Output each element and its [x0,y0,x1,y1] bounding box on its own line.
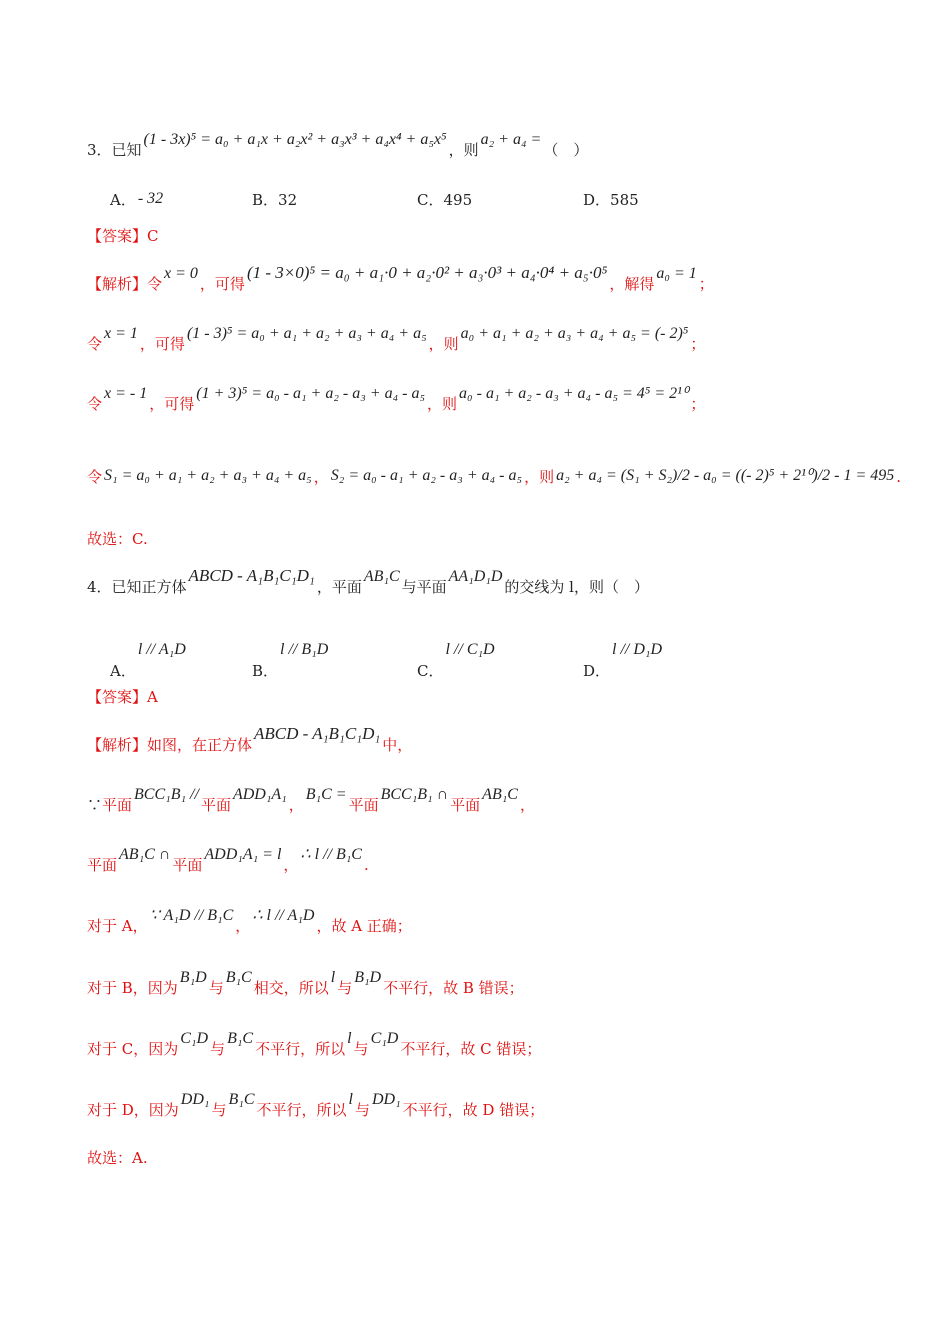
math-expression: l // C₁D [445,641,495,658]
text: 平面 [102,796,133,814]
text: 平面 [450,796,481,814]
option-label: A． [110,662,136,680]
text: ，则 [427,395,458,413]
text: 【解析】令 [87,275,163,293]
math-expression: l [330,969,336,986]
option [417,190,472,210]
text-line [87,724,413,755]
text: ； [690,395,706,413]
math-expression: a₀ - a₁ + a₂ - a₃ + a₄ - a₅ = 4⁵ = 2¹⁰ [459,385,689,402]
text: 平面 [200,796,231,814]
text: 中， [382,736,413,754]
text: . [896,468,902,486]
text: ，则 [428,335,459,353]
text: 与 [208,979,224,997]
math-expression: AA₁D₁D [448,568,503,585]
text: 与 [354,1101,370,1119]
text: ， [288,796,304,814]
math-expression: l [347,1030,352,1047]
option-label: A． [110,191,136,209]
option-label: D． [583,662,611,680]
math-expression: S₂ = a₀ - a₁ + a₂ - a₃ + a₄ - a₅ [330,467,523,484]
math-expression: B₁D [354,969,382,986]
text: 平面 [87,856,118,874]
text: 【答案】A [87,688,158,706]
text: 令 [87,468,103,486]
math-expression: l // B₁D [280,641,329,658]
text: 相交，所以 [253,979,329,997]
math-expression: - 32 [137,190,164,207]
text: 与平面 [401,578,447,596]
option [417,641,497,682]
math-expression: a₀ + a₁ + a₂ + a₃ + a₄ + a₅ = (- 2)⁵ [460,325,689,342]
text: ，可得 [199,275,245,293]
math-expression: ADD₁A₁ = l [204,846,282,863]
text: 对于 D，因为 [87,1101,179,1119]
text-line [87,385,706,415]
text: 不平行，故 B 错误； [383,979,524,997]
text: 的交线为 l，则（ ） [504,578,649,596]
math-expression: l [348,1091,353,1108]
option-label: B．32 [252,191,298,209]
text: ∵ [87,796,103,814]
option-label: C．495 [417,191,473,209]
option-label: C． [417,662,444,680]
text: 平面 [172,856,203,874]
math-expression: B₁C = [305,786,347,803]
option [583,641,664,682]
math-expression: C₁D [370,1030,399,1047]
text: ，则 [448,141,479,159]
text: ，平面 [316,578,362,596]
math-expression: C₁D [180,1030,209,1047]
text-line [87,687,158,707]
text-line [87,131,589,161]
math-expression: ∵ A₁D // B₁C [149,907,234,924]
math-expression: l // D₁D [612,641,663,658]
option [252,190,297,210]
text-line [87,325,706,355]
text: 不平行，故 D 错误； [402,1101,545,1119]
text: 与 [353,1040,369,1058]
math-expression: ADD₁A₁ [232,786,287,803]
option [110,190,165,211]
math-expression: B₁C [225,969,252,986]
text-line [87,566,649,598]
math-expression: B₁D [179,969,207,986]
text-line [87,846,369,876]
text: 与 [211,1101,227,1119]
text: ，解得 [609,275,655,293]
text-line [87,467,901,488]
text: 与 [210,1040,226,1058]
text: 对于 B，因为 [87,979,178,997]
math-expression: a₂ + a₄ = (S₁ + S₂)/2 - a₀ = ((- 2)⁵ + 2¹⁰)/2 - 1 = 495 [556,467,895,484]
text: 不平行，所以 [255,1040,346,1058]
text: 4．已知正方体 [87,578,187,596]
math-expression: ∴ l // A₁D [252,907,315,924]
math-expression: BCC₁B₁ ∩ [380,786,449,803]
option-label: B． [252,662,279,680]
text: 【答案】C [87,227,159,245]
math-expression: (1 - 3x)⁵ = a₀ + a₁x + a₂x² + a₃x³ + a₄x⁴ + a₅x⁵ [143,131,447,148]
text: 令 [87,335,103,353]
text: ，可得 [149,395,195,413]
text: 对于 A， [87,917,148,935]
math-expression: DD₁ [180,1091,210,1108]
math-expression: AB₁C [363,568,400,585]
text: ，可得 [139,335,185,353]
math-expression: x = 1 [104,325,138,342]
text-line [87,786,535,816]
text: ， [313,468,329,486]
text-line [87,226,158,246]
text: ； [698,275,714,293]
text-line [87,969,524,999]
text: 故选：A. [87,1149,148,1167]
text: 平面 [348,796,379,814]
math-expression: ABCD - A₁B₁C₁D₁ [188,566,315,585]
math-expression: x = 0 [164,265,198,282]
text: ，故 A 正确； [316,917,412,935]
text: 令 [87,395,103,413]
option [252,641,330,682]
text: 【解析】如图，在正方体 [87,736,253,754]
text: ， [235,917,251,935]
math-expression: l // A₁D [137,641,186,658]
math-expression: a₂ + a₄ = [480,131,542,148]
math-expression: (1 - 3×0)⁵ = a₀ + a₁·0 + a₂·0² + a₃·0³ + a₄·0⁴ + a₅·0⁵ [246,263,608,282]
math-expression: (1 - 3)⁵ = a₀ + a₁ + a₂ + a₃ + a₄ + a₅ [186,325,427,342]
option [110,641,188,682]
math-expression: a₀ = 1 [656,265,697,282]
math-expression: (1 + 3)⁵ = a₀ - a₁ + a₂ - a₃ + a₄ - a₅ [196,385,426,402]
text: ； [690,335,706,353]
text: 不平行，故 C 错误； [400,1040,542,1058]
math-expression: AB₁C ∩ [119,846,171,863]
math-expression: BCC₁B₁ // [134,786,199,803]
option [583,190,639,210]
text: （ ） [543,141,589,159]
text-line [87,263,714,295]
text: ， [519,796,535,814]
text: ， [283,856,299,874]
text: 对于 C，因为 [87,1040,179,1058]
math-expression: B₁C [227,1030,254,1047]
math-expression: DD₁ [371,1091,401,1108]
text: 与 [337,979,353,997]
text-line [87,1091,545,1121]
math-expression: AB₁C [482,786,518,803]
text: 不平行，所以 [256,1101,347,1119]
text: ，则 [524,468,555,486]
math-expression: ABCD - A₁B₁C₁D₁ [254,724,381,743]
math-expression: S₁ = a₀ + a₁ + a₂ + a₃ + a₄ + a₅ [104,467,312,484]
option-label: D．585 [583,191,639,209]
text-line [87,907,412,937]
text-line [87,1148,148,1168]
math-expression: ∴ l // B₁C [300,846,362,863]
text-line [87,1030,542,1060]
text-line [87,529,148,549]
math-expression: x = - 1 [104,385,148,402]
text: 3．已知 [87,141,142,159]
math-expression: B₁C [228,1091,255,1108]
text: 故选：C. [87,530,148,548]
text: . [363,856,369,874]
